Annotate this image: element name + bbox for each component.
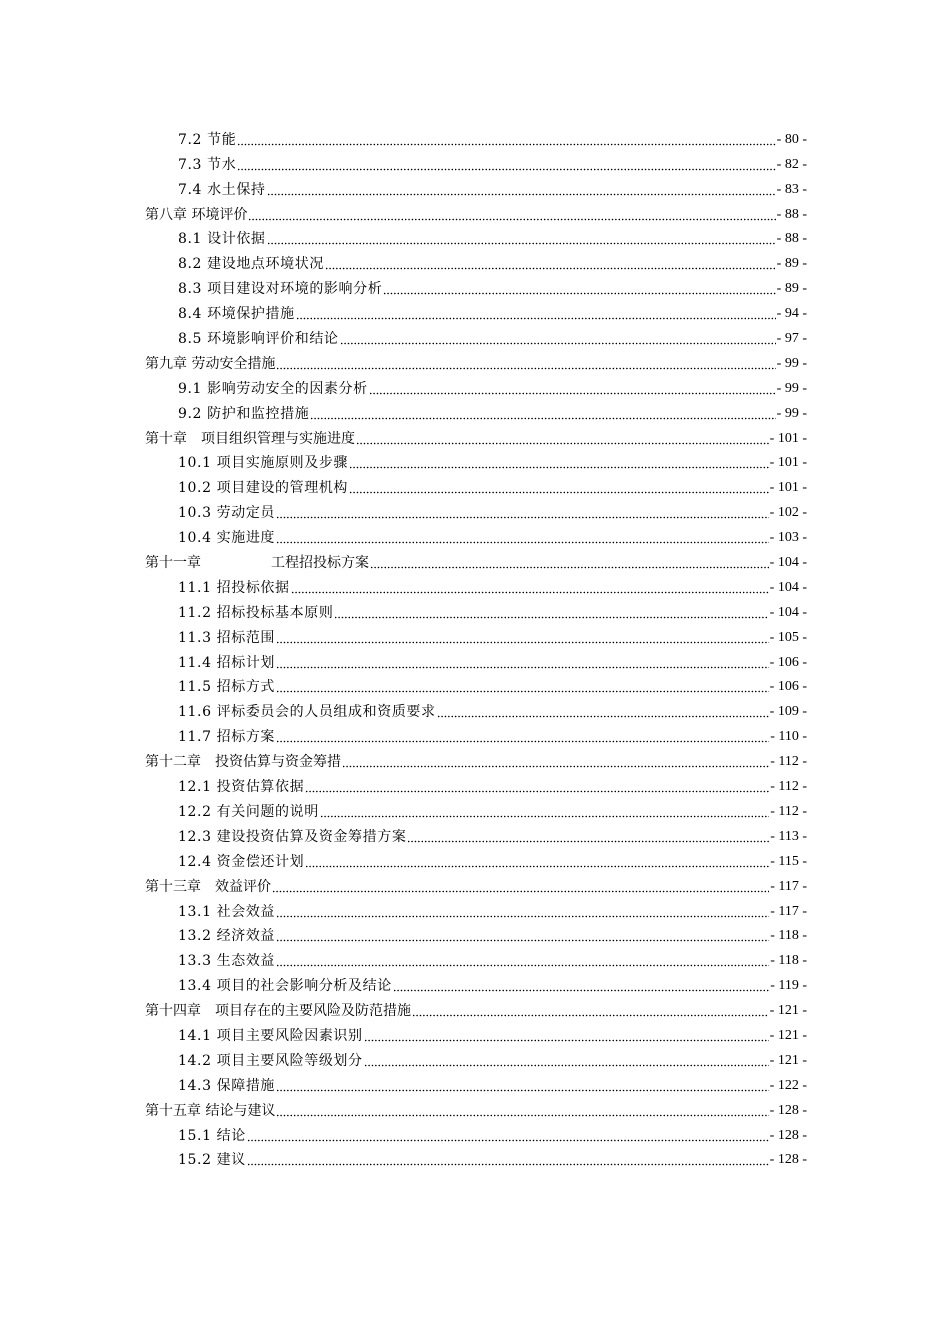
toc-section-entry[interactable] (145, 1145, 807, 1170)
toc-entry-title: 15.2 建议 (178, 1152, 246, 1169)
toc-entry-page-number: - 104 - (769, 555, 807, 571)
dot-leader (320, 804, 769, 818)
toc-entry-title: 10.1 项目实施原则及步骤 (178, 455, 349, 472)
toc-entry-page-number: - 117 - (770, 903, 807, 919)
toc-entry-page-number: - 115 - (770, 853, 807, 869)
dot-leader (342, 754, 769, 768)
toc-entry-page-number: - 128 - (769, 1127, 807, 1143)
toc-section-entry[interactable] (145, 373, 807, 398)
dot-leader (340, 331, 776, 345)
toc-entry-page-number: - 112 - (770, 803, 807, 819)
toc-section-entry[interactable] (145, 448, 807, 473)
toc-entry-title: 8.1 设计依据 (178, 231, 266, 248)
toc-entry-title: 8.3 项目建设对环境的影响分析 (178, 281, 383, 298)
dot-leader (267, 182, 776, 196)
dot-leader (349, 455, 769, 469)
toc-entry-title: 第十三章 效益评价 (145, 878, 271, 895)
dot-leader (370, 555, 769, 569)
toc-section-entry[interactable] (145, 323, 807, 348)
dot-leader (412, 1003, 769, 1017)
dot-leader (325, 256, 776, 270)
toc-entry-title: 第十四章 项目存在的主要风险及防范措施 (145, 1003, 411, 1020)
toc-entry-page-number: - 101 - (769, 455, 807, 471)
toc-entry-title: 7.3 节水 (178, 156, 237, 173)
toc-section-entry[interactable] (145, 124, 807, 149)
toc-entry-page-number: - 101 - (769, 480, 807, 496)
toc-entry-page-number: - 112 - (770, 779, 807, 795)
dot-leader (276, 729, 769, 743)
toc-section-entry[interactable] (145, 224, 807, 249)
toc-section-entry[interactable] (145, 1045, 807, 1070)
toc-section-entry[interactable] (145, 248, 807, 273)
dot-leader (364, 1028, 769, 1042)
toc-entry-title: 12.1 投资估算依据 (178, 779, 305, 796)
toc-entry-title: 第九章 劳动安全措施 (145, 355, 276, 372)
dot-leader (272, 879, 769, 893)
dot-leader (237, 132, 775, 146)
toc-section-entry[interactable] (145, 672, 807, 697)
toc-chapter-entry[interactable] (145, 746, 807, 771)
toc-entry-page-number: - 99 - (776, 405, 807, 421)
dot-leader (407, 829, 769, 843)
dot-leader (248, 207, 775, 221)
toc-entry-title: 11.5 招标方式 (178, 679, 276, 696)
toc-section-entry[interactable] (145, 970, 807, 995)
dot-leader (334, 605, 768, 619)
toc-entry-page-number: - 101 - (769, 430, 807, 446)
toc-entry-page-number: - 83 - (776, 181, 807, 197)
toc-entry-page-number: - 122 - (769, 1077, 807, 1093)
toc-section-entry[interactable] (145, 696, 807, 721)
dot-leader (276, 1078, 769, 1092)
toc-section-entry[interactable] (145, 771, 807, 796)
dot-leader (369, 381, 776, 395)
toc-entry-title: 8.4 环境保护措施 (178, 306, 295, 323)
toc-entry-page-number: - 117 - (770, 878, 807, 894)
toc-section-entry[interactable] (145, 1120, 807, 1145)
toc-entry-title: 12.4 资金偿还计划 (178, 853, 305, 870)
toc-entry-title: 15.1 结论 (178, 1127, 246, 1144)
toc-entry-page-number: - 105 - (769, 629, 807, 645)
toc-entry-title: 10.2 项目建设的管理机构 (178, 480, 349, 497)
toc-entry-page-number: - 121 - (769, 1003, 807, 1019)
toc-entry-page-number: - 89 - (776, 256, 807, 272)
toc-entry-page-number: - 104 - (769, 604, 807, 620)
toc-chapter-entry[interactable] (145, 348, 807, 373)
dot-leader (237, 157, 775, 171)
toc-entry-page-number: - 80 - (776, 131, 807, 147)
toc-entry-title: 第十五章 结论与建议 (145, 1102, 276, 1119)
toc-entry-title: 13.2 经济效益 (178, 928, 276, 945)
toc-entry-page-number: - 113 - (770, 828, 807, 844)
toc-entry-page-number: - 106 - (769, 654, 807, 670)
toc-entry-page-number: - 119 - (770, 978, 807, 994)
dot-leader (291, 580, 769, 594)
table-of-contents (145, 124, 807, 1169)
toc-section-entry[interactable] (145, 149, 807, 174)
toc-entry-title: 9.1 影响劳动安全的因素分析 (178, 380, 368, 397)
toc-entry-page-number: - 109 - (769, 704, 807, 720)
toc-entry-title: 10.4 实施进度 (178, 530, 276, 547)
toc-entry-title: 13.1 社会效益 (178, 903, 276, 920)
toc-entry-page-number: - 128 - (769, 1102, 807, 1118)
dot-leader (247, 1128, 769, 1142)
dot-leader (276, 1103, 768, 1117)
toc-section-entry[interactable] (145, 572, 807, 597)
toc-section-entry[interactable] (145, 497, 807, 522)
dot-leader (356, 431, 769, 445)
toc-entry-title: 9.2 防护和监控措施 (178, 405, 310, 422)
dot-leader (276, 630, 769, 644)
dot-leader (247, 1152, 769, 1166)
toc-entry-title: 7.4 水土保持 (178, 181, 266, 198)
toc-entry-page-number: - 103 - (769, 530, 807, 546)
toc-entry-page-number: - 97 - (776, 331, 807, 347)
toc-chapter-entry[interactable] (145, 1095, 807, 1120)
toc-entry-title: 13.4 项目的社会影响分析及结论 (178, 978, 392, 995)
toc-section-entry[interactable] (145, 945, 807, 970)
dot-leader (276, 953, 769, 967)
toc-entry-page-number: - 112 - (770, 754, 807, 770)
dot-leader (310, 406, 775, 420)
dot-leader (276, 655, 769, 669)
toc-chapter-entry[interactable] (145, 547, 807, 572)
toc-section-entry[interactable] (145, 821, 807, 846)
toc-entry-page-number: - 121 - (769, 1027, 807, 1043)
dot-leader (437, 704, 769, 718)
toc-section-entry[interactable] (145, 1020, 807, 1045)
dot-leader (393, 978, 769, 992)
dot-leader (349, 480, 769, 494)
toc-entry-page-number: - 99 - (776, 355, 807, 371)
dot-leader (305, 779, 769, 793)
toc-entry-title: 14.2 项目主要风险等级划分 (178, 1052, 363, 1069)
toc-entry-page-number: - 94 - (776, 306, 807, 322)
toc-entry-page-number: - 104 - (769, 579, 807, 595)
toc-entry-title: 14.3 保障措施 (178, 1077, 276, 1094)
dot-leader (296, 306, 776, 320)
toc-entry-title: 11.3 招标范围 (178, 629, 276, 646)
toc-section-entry[interactable] (145, 597, 807, 622)
toc-section-entry[interactable] (145, 896, 807, 921)
toc-entry-page-number: - 88 - (776, 231, 807, 247)
toc-section-entry[interactable] (145, 647, 807, 672)
dot-leader (276, 679, 769, 693)
toc-entry-page-number: - 121 - (769, 1052, 807, 1068)
toc-section-entry[interactable] (145, 472, 807, 497)
toc-entry-title: 7.2 节能 (178, 131, 237, 148)
toc-entry-page-number: - 118 - (770, 928, 807, 944)
toc-section-entry[interactable] (145, 622, 807, 647)
toc-entry-page-number: - 88 - (776, 206, 807, 222)
toc-entry-title: 12.2 有关问题的说明 (178, 803, 319, 820)
toc-entry-title: 第十一章 工程招投标方案 (145, 555, 369, 572)
toc-entry-title: 11.7 招标方案 (178, 729, 276, 746)
toc-section-entry[interactable] (145, 921, 807, 946)
dot-leader (305, 854, 769, 868)
dot-leader (364, 1053, 769, 1067)
toc-entry-page-number: - 118 - (770, 953, 807, 969)
toc-entry-page-number: - 102 - (769, 505, 807, 521)
toc-entry-title: 12.3 建设投资估算及资金筹措方案 (178, 828, 407, 845)
toc-entry-title: 第十章 项目组织管理与实施进度 (145, 430, 355, 447)
toc-section-entry[interactable] (145, 796, 807, 821)
dot-leader (383, 281, 775, 295)
toc-section-entry[interactable] (145, 298, 807, 323)
toc-chapter-entry[interactable] (145, 423, 807, 448)
dot-leader (276, 530, 769, 544)
toc-entry-page-number: - 106 - (769, 679, 807, 695)
toc-entry-title: 8.2 建设地点环境状况 (178, 256, 324, 273)
toc-section-entry[interactable] (145, 398, 807, 423)
toc-entry-title: 11.6 评标委员会的人员组成和资质要求 (178, 704, 436, 721)
toc-entry-title: 13.3 生态效益 (178, 953, 276, 970)
toc-section-entry[interactable] (145, 721, 807, 746)
dot-leader (276, 356, 775, 370)
toc-entry-title: 10.3 劳动定员 (178, 505, 276, 522)
toc-entry-page-number: - 110 - (770, 729, 807, 745)
toc-entry-title: 11.1 招投标依据 (178, 579, 290, 596)
toc-entry-page-number: - 89 - (776, 281, 807, 297)
toc-section-entry[interactable] (145, 522, 807, 547)
toc-entry-title: 11.2 招标投标基本原则 (178, 604, 334, 621)
toc-entry-page-number: - 99 - (776, 380, 807, 396)
dot-leader (276, 928, 769, 942)
toc-chapter-entry[interactable] (145, 199, 807, 224)
toc-section-entry[interactable] (145, 846, 807, 871)
toc-chapter-entry[interactable] (145, 871, 807, 896)
toc-entry-page-number: - 82 - (776, 156, 807, 172)
toc-section-entry[interactable] (145, 273, 807, 298)
toc-entry-title: 第十二章 投资估算与资金筹措 (145, 754, 341, 771)
dot-leader (276, 505, 769, 519)
toc-entry-title: 8.5 环境影响评价和结论 (178, 331, 339, 348)
dot-leader (276, 904, 769, 918)
toc-chapter-entry[interactable] (145, 995, 807, 1020)
toc-section-entry[interactable] (145, 174, 807, 199)
toc-entry-page-number: - 128 - (769, 1152, 807, 1168)
toc-entry-title: 第八章 环境评价 (145, 206, 248, 223)
toc-entry-title: 14.1 项目主要风险因素识别 (178, 1027, 363, 1044)
dot-leader (267, 231, 776, 245)
toc-section-entry[interactable] (145, 1070, 807, 1095)
toc-entry-title: 11.4 招标计划 (178, 654, 276, 671)
